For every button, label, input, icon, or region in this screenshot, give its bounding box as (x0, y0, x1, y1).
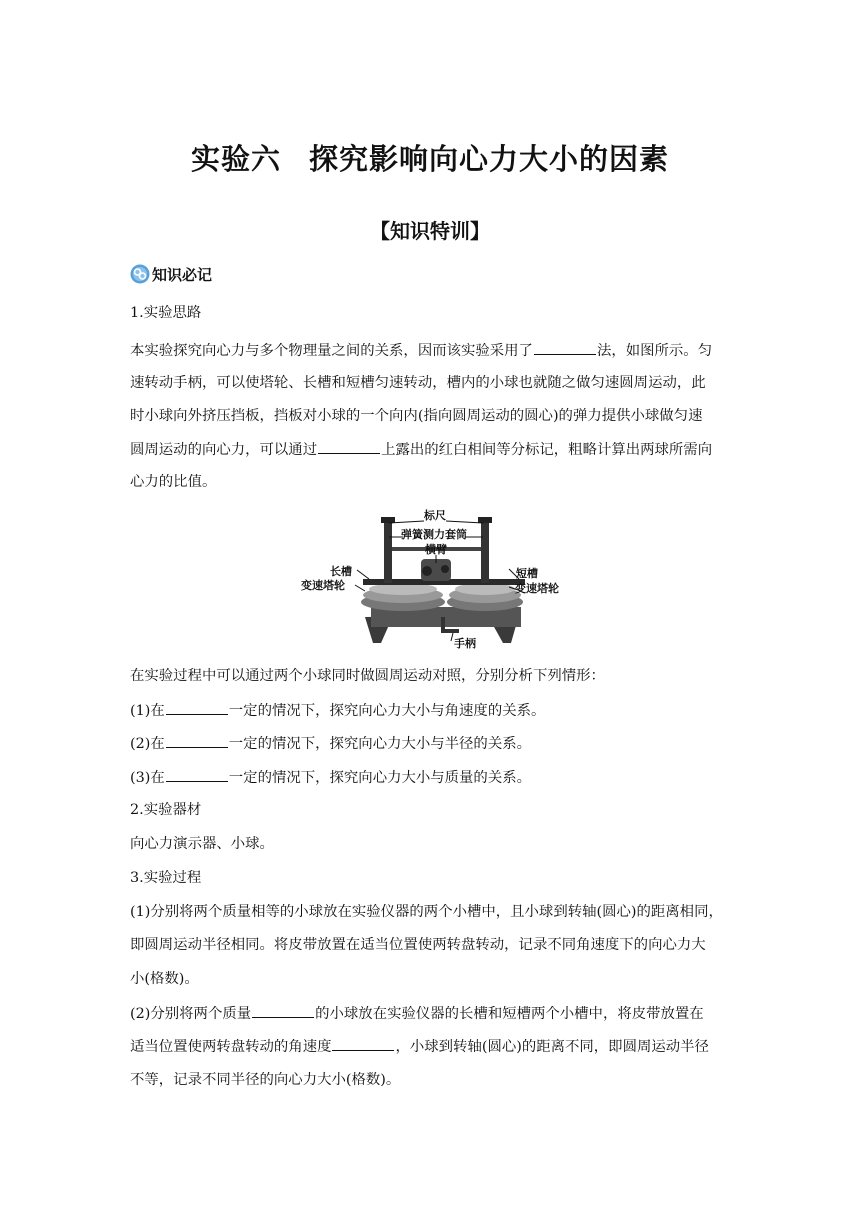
figure-label-ruler: 标尺 (424, 509, 446, 522)
list-item: (1)在 一定的情况下，探究向心力大小与角速度的关系。 (130, 700, 742, 721)
paragraph-line: 本实验探究向心力与多个物理量之间的关系，因而该实验采用了 法，如图所示。匀 (130, 340, 742, 361)
title-topic: 探究影响向心力大小的因素 (309, 142, 670, 176)
figure-label-left-pulley: 变速塔轮 (301, 579, 345, 592)
figure-label-short-slot: 短槽 (516, 567, 538, 580)
paragraph-line: 时小球向外挤压挡板，挡板对小球的一个向内(指向圆周运动的圆心)的弹力提供小球做匀速 (130, 408, 703, 424)
heading-experiment-equipment: 2.实验器材 (130, 802, 202, 818)
paragraph-line: 在实验过程中可以通过两个小球同时做圆周运动对照，分别分析下列情形： (130, 668, 605, 684)
heading-experiment-idea: 1.实验思路 (130, 305, 202, 321)
knowledge-badge-icon (130, 264, 150, 284)
title-experiment-number: 实验六 (190, 142, 281, 176)
paragraph-line: 即圆周运动半径相同。将皮带放置在适当位置使两转盘转动，记录不同角速度下的向心力大 (130, 937, 706, 953)
paragraph-line: 心力的比值。 (130, 474, 217, 490)
centripetal-force-apparatus-figure (293, 507, 566, 650)
answer-blank (252, 1003, 314, 1018)
paragraph-line: 速转动手柄，可以使塔轮、长槽和短槽匀速转动，槽内的小球也就随之做匀速圆周运动，此 (130, 375, 706, 391)
list-item: (2)在 一定的情况下，探究向心力大小与半径的关系。 (130, 733, 742, 754)
answer-blank (318, 439, 380, 454)
figure-label-long-slot: 长槽 (330, 565, 352, 578)
paragraph-line: (1)分别将两个质量相等的小球放在实验仪器的两个小槽中，且小球到转轴(圆心)的距离相同， (130, 904, 723, 920)
paragraph-line: 圆周运动的向心力，可以通过 上露出的红白相间等分标记，粗略计算出两球所需向 (130, 439, 742, 460)
knowledge-section-heading (130, 262, 212, 286)
figure-label-cross-arm: 横臂 (425, 543, 447, 556)
knowledge-section-label: 知识必记 (152, 265, 213, 284)
answer-blank (166, 700, 228, 715)
figure-label-handle: 手柄 (454, 637, 476, 650)
answer-blank (166, 767, 228, 782)
answer-blank (332, 1036, 394, 1051)
paragraph-line: 小(格数)。 (130, 971, 199, 987)
figure-label-right-pulley: 变速塔轮 (515, 582, 559, 595)
answer-blank (534, 340, 596, 355)
paragraph-line: 不等，记录不同半径的向心力大小(格数)。 (130, 1072, 401, 1088)
section-subtitle: 【知识特训】 (370, 219, 490, 243)
figure-label-spring-sleeve: 弹簧测力套筒 (401, 528, 467, 541)
page-title (0, 137, 860, 178)
paragraph-line: (2)分别将两个质量 的小球放在实验仪器的长槽和短槽两个小槽中，将皮带放置在 (130, 1003, 742, 1024)
paragraph-line: 向心力演示器、小球。 (130, 836, 274, 852)
list-item: (3)在 一定的情况下，探究向心力大小与质量的关系。 (130, 767, 742, 788)
answer-blank (166, 733, 228, 748)
paragraph-line: 适当位置使两转盘转动的角速度 ，小球到转轴(圆心)的距离不同，即圆周运动半径 (130, 1036, 742, 1057)
heading-experiment-procedure: 3.实验过程 (130, 870, 202, 886)
